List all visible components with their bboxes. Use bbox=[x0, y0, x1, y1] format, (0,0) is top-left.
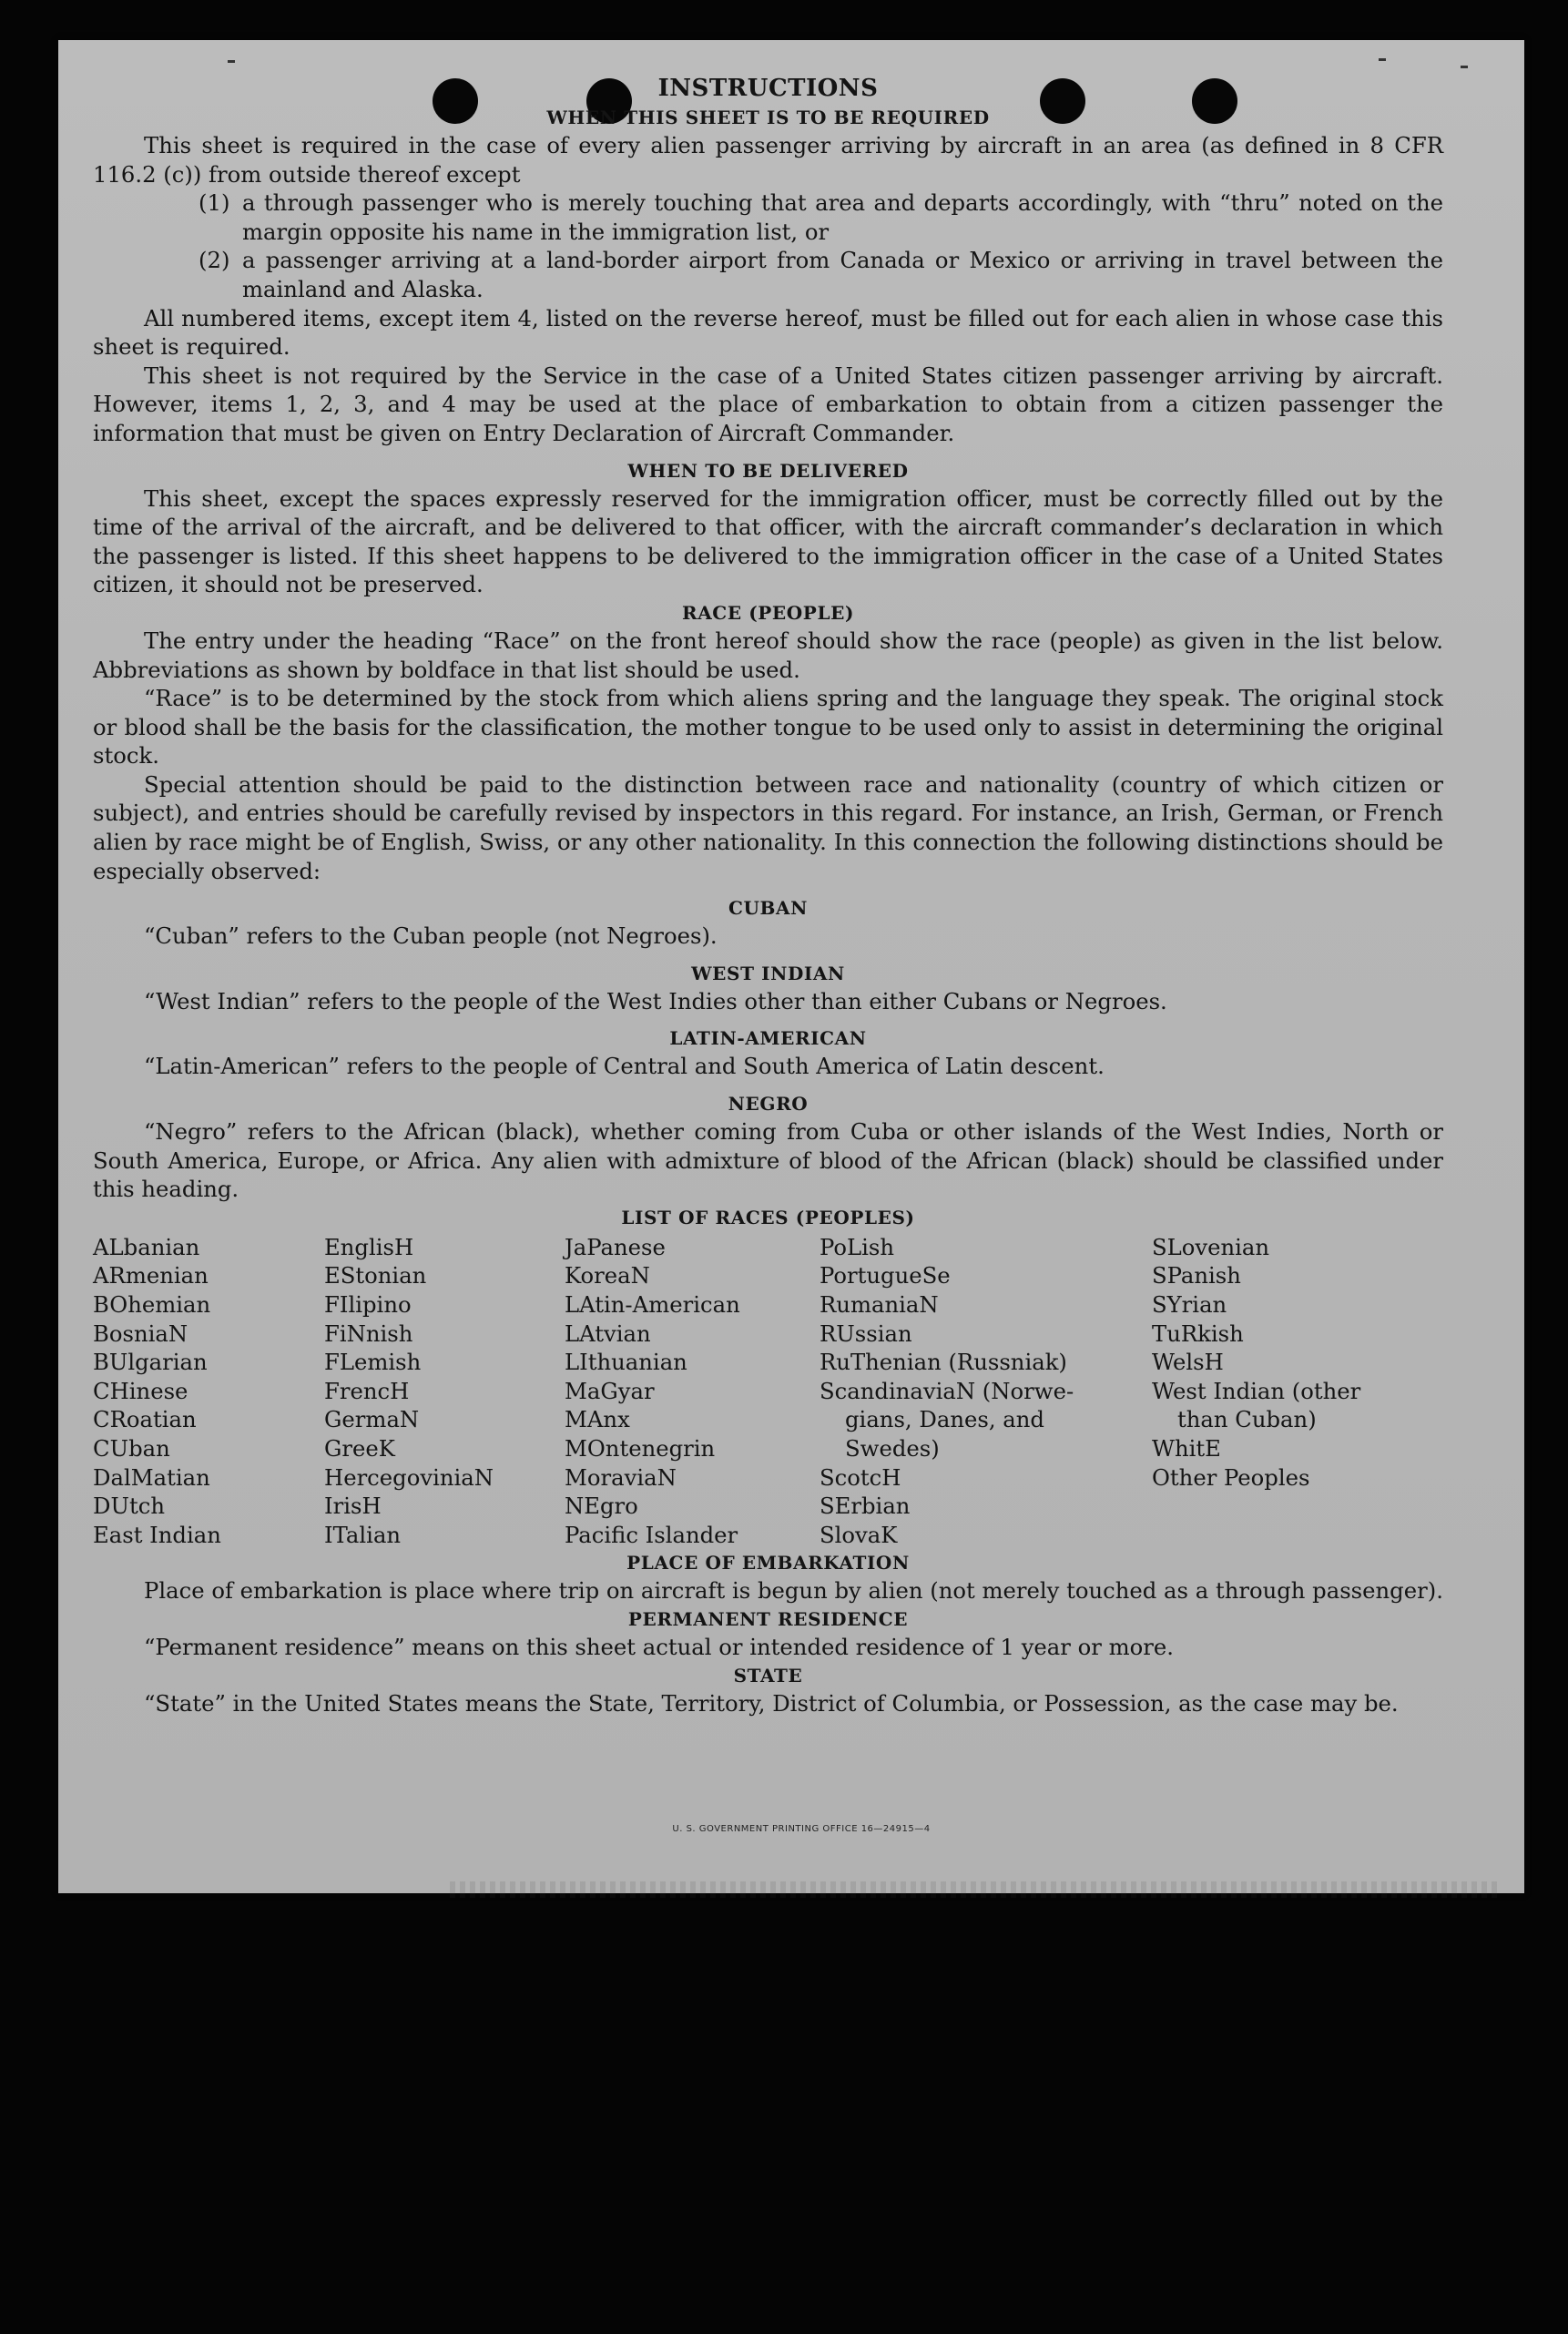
race-entry: SLovenian bbox=[1152, 1233, 1270, 1260]
race-entry: GermaN bbox=[324, 1406, 420, 1433]
race-entry: GreeK bbox=[324, 1434, 395, 1462]
race-entry: RumaniaN bbox=[820, 1291, 939, 1318]
paragraph: This sheet is required in the case of every alien passenger arriving by aircraft in an area (as defined in 8 CFR 116.2 (c)) from outside thereof except bbox=[93, 132, 1443, 188]
paragraph: All numbered items, except item 4, listed on the reverse hereof, must be filled out for each alien in whose case this sheet is required. bbox=[93, 304, 1443, 361]
race-entry: RUssian bbox=[820, 1320, 912, 1347]
race-entry: ScotcH bbox=[820, 1463, 901, 1491]
printer-imprint: U. S. GOVERNMENT PRINTING OFFICE 16—24915—4 bbox=[672, 1824, 931, 1834]
race-entry: IrisH bbox=[324, 1493, 382, 1520]
paragraph: Place of embarkation is place where trip on aircraft is begun by alien (not merely touched as a through passenger). bbox=[144, 1577, 1443, 1605]
races-column bbox=[1152, 1233, 1443, 1550]
race-entry: DUtch bbox=[93, 1493, 165, 1520]
section-heading: CUBAN bbox=[728, 897, 809, 920]
section-heading: LATIN-AMERICAN bbox=[669, 1027, 867, 1050]
race-entry: SPanish bbox=[1152, 1262, 1241, 1289]
race-entry: FrencH bbox=[324, 1377, 410, 1404]
race-entry: West Indian (other bbox=[1152, 1377, 1361, 1404]
race-entry: CRoatian bbox=[93, 1406, 197, 1433]
race-entry: FIlipino bbox=[324, 1291, 412, 1318]
section-heading: WHEN THIS SHEET IS TO BE REQUIRED bbox=[546, 107, 990, 128]
race-entry: FiNnish bbox=[324, 1320, 413, 1347]
paragraph: “Negro” refers to the African (black), whether coming from Cuba or other islands of the West Indies, North or South America, Europe, or Africa. Any alien with admixture of blood of the African (black) should be classified under this heading. bbox=[93, 1118, 1443, 1203]
race-entry: Swedes) bbox=[845, 1434, 940, 1462]
race-entry: DalMatian bbox=[93, 1463, 210, 1491]
race-entry: EStonian bbox=[324, 1262, 427, 1289]
item-number: (1) bbox=[199, 189, 230, 217]
race-entry: ScandinaviaN (Norwe- bbox=[820, 1377, 1074, 1404]
section-heading: NEGRO bbox=[728, 1093, 809, 1116]
race-entry: LAtvian bbox=[565, 1320, 651, 1347]
race-entry: ITalian bbox=[324, 1521, 402, 1548]
race-entry: MOntenegrin bbox=[565, 1434, 716, 1462]
race-entry: BosniaN bbox=[93, 1320, 188, 1347]
race-entry: gians, Danes, and bbox=[845, 1406, 1044, 1433]
item-number: (2) bbox=[199, 247, 230, 274]
race-entry: WelsH bbox=[1152, 1349, 1224, 1376]
race-entry: KoreaN bbox=[565, 1262, 650, 1289]
race-entry: East Indian bbox=[93, 1521, 221, 1548]
race-entry: JaPanese bbox=[565, 1233, 666, 1260]
race-entry: CUban bbox=[93, 1434, 170, 1462]
race-entry: EnglisH bbox=[324, 1233, 414, 1260]
paragraph: “West Indian” refers to the people of the West Indies other than either Cubans or Negroes. bbox=[144, 987, 1167, 1014]
paragraph: “Race” is to be determined by the stock from which aliens spring and the language they speak. The original stock or blood shall be the basis for the classification, the mother tongue to be used only to assist in determining the original stock. bbox=[93, 685, 1443, 770]
list-item bbox=[199, 189, 1443, 246]
race-entry: Other Peoples bbox=[1152, 1463, 1310, 1491]
races-column bbox=[820, 1233, 1152, 1550]
race-entry: MoraviaN bbox=[565, 1463, 677, 1491]
races-column bbox=[324, 1233, 565, 1550]
section-heading: RACE (PEOPLE) bbox=[681, 601, 855, 624]
race-entry: FLemish bbox=[324, 1349, 422, 1376]
paragraph: “State” in the United States means the State, Territory, District of Columbia, or Possession, as the case may be. bbox=[144, 1689, 1399, 1717]
race-entry: CHinese bbox=[93, 1377, 188, 1404]
instructions-body bbox=[93, 73, 1443, 1717]
paragraph: This sheet, except the spaces expressly reserved for the immigration officer, must be correctly filled out by the time of the arrival of the aircraft, and be delivered to that officer, with the aircraft commander’s declaration in which the passenger is listed. If this sheet happens to be delivered to the immigration officer in the case of a United States citizen, it should not be preserved. bbox=[93, 484, 1443, 598]
paragraph: “Latin-American” refers to the people of Central and South America of Latin descent. bbox=[144, 1053, 1105, 1080]
race-entry: WhitE bbox=[1152, 1434, 1221, 1462]
item-text: a through passenger who is merely touching that area and departs accordingly, with “thru” noted on the margin opposite his name in the immigration list, or bbox=[242, 189, 1443, 245]
race-entry: BUlgarian bbox=[93, 1349, 208, 1376]
paragraph: “Permanent residence” means on this sheet actual or intended residence of 1 year or more. bbox=[144, 1633, 1174, 1660]
race-entry: NEgro bbox=[565, 1493, 638, 1520]
list-item bbox=[199, 246, 1443, 303]
section-heading: LIST OF RACES (PEOPLES) bbox=[621, 1206, 915, 1228]
race-entry: ALbanian bbox=[93, 1233, 200, 1260]
paragraph: The entry under the heading “Race” on the front hereof should show the race (people) as given in the list below. Abbreviations as shown by boldface in that list should be used. bbox=[93, 627, 1443, 683]
race-entry: Pacific Islander bbox=[565, 1521, 738, 1548]
paragraph: “Cuban” refers to the Cuban people (not Negroes). bbox=[144, 922, 718, 950]
race-entry: LIthuanian bbox=[565, 1349, 687, 1376]
race-entry: MAnx bbox=[565, 1406, 630, 1433]
race-entry: HercegoviniaN bbox=[324, 1463, 494, 1491]
section-heading: STATE bbox=[733, 1664, 803, 1687]
race-entry: TuRkish bbox=[1152, 1320, 1244, 1347]
race-entry: PortugueSe bbox=[820, 1262, 951, 1289]
section-heading: PERMANENT RESIDENCE bbox=[627, 1607, 909, 1630]
paragraph: This sheet is not required by the Service in the case of a United States citizen passenger arriving by aircraft. However, items 1, 2, 3, and 4 may be used at the place of embarkation to obtain from a citizen passenger the information that must be given on Entry Declaration of Aircraft Commander. bbox=[93, 362, 1443, 446]
bleed-through-text bbox=[450, 1881, 1497, 1898]
race-entry: ARmenian bbox=[93, 1262, 209, 1289]
section-heading: WEST INDIAN bbox=[691, 962, 845, 984]
section-heading: WHEN TO BE DELIVERED bbox=[627, 459, 909, 482]
race-entry: PoLish bbox=[820, 1233, 895, 1260]
race-entry: than Cuban) bbox=[1177, 1406, 1317, 1433]
item-text: a passenger arriving at a land-border airport from Canada or Mexico or arriving in travel between the mainland and Alaska. bbox=[242, 247, 1443, 302]
race-entry: RuThenian (Russniak) bbox=[820, 1349, 1067, 1376]
race-entry: MaGyar bbox=[565, 1377, 655, 1404]
race-entry: SErbian bbox=[820, 1493, 911, 1520]
race-entry: SYrian bbox=[1152, 1291, 1227, 1318]
race-entry: SlovaK bbox=[820, 1521, 898, 1548]
page-title: INSTRUCTIONS bbox=[657, 75, 879, 102]
races-column bbox=[93, 1233, 324, 1550]
races-table bbox=[93, 1233, 1443, 1550]
race-entry: BOhemian bbox=[93, 1291, 211, 1318]
race-entry: LAtin-American bbox=[565, 1291, 740, 1318]
section-heading: PLACE OF EMBARKATION bbox=[626, 1552, 910, 1575]
races-column bbox=[565, 1233, 820, 1550]
paragraph: Special attention should be paid to the distinction between race and nationality (country of which citizen or subject), and entries should be carefully revised by inspectors in this regard. For instance, an Irish, German, or French alien by race might be of English, Swiss, or any other nationality. In this connection the following distinctions should be especially observed: bbox=[93, 770, 1443, 884]
